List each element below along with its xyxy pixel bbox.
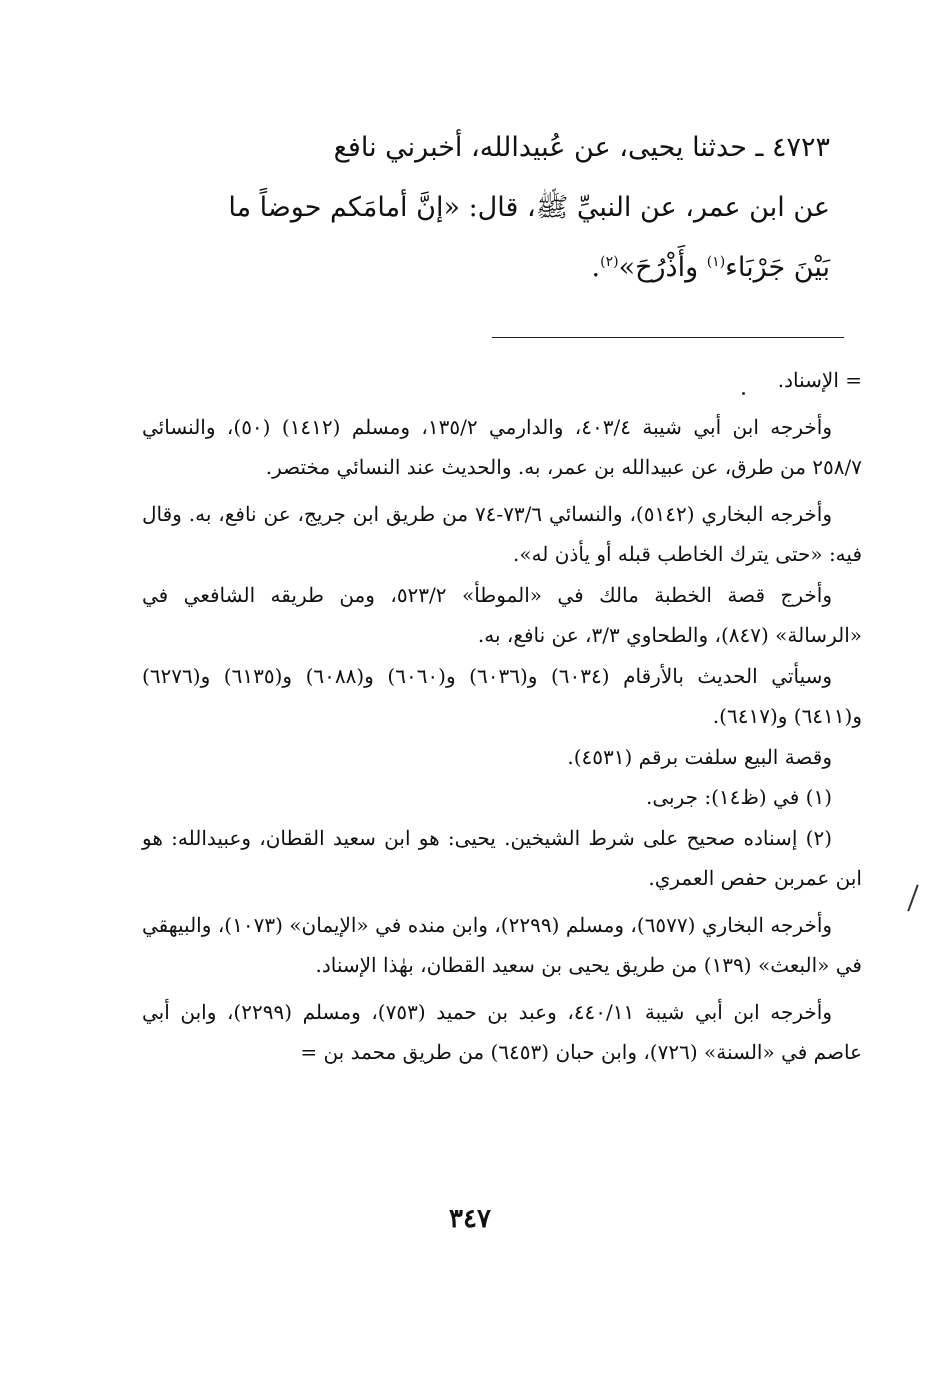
- footnote-paragraph: وسيأتي الحديث بالأرقام (٦٠٣٤) و(٦٠٣٦) و(٦٠٦٠) و(٦٠٨٨) و(٦١٣٥) و(٦٢٧٦) و(٦٤١١) و(٦٤١٧).: [142, 663, 862, 728]
- footnote-paragraph: وقصة البيع سلفت برقم (٤٥٣١).: [567, 744, 832, 769]
- footnote-paragraph: وأخرجه البخاري (٥١٤٢)، والنسائي ٧٣/٦-٧٤ من طريق ابن جريج، عن نافع، به. وقال فيه: «حتى يترك الخاطب قبله أو يأذن له».: [142, 501, 862, 566]
- footnote-paragraph: وأخرجه ابن أبي شيبة ٤٠٣/٤، والدارمي ١٣٥/٢، ومسلم (١٤١٢) (٥٠)، والنسائي ٢٥٨/٧ من طرق، عن عبيدالله بن عمر، به. والحديث عند النسائي مختصر.: [142, 414, 862, 479]
- hadith-line-2: عن ابن عمر، عن النبيِّ ﷺ، قال: «إنَّ أمامَكم حوضاً ما: [228, 192, 830, 223]
- footnote-separator: [492, 337, 844, 338]
- hadith-line-3-part-c: .: [591, 252, 601, 283]
- hadith-line-3-part-b: وأَذْرُحَ»: [618, 252, 707, 283]
- footnote-ref-1: (١): [706, 254, 726, 270]
- footnote-ref-2: (٢): [600, 254, 619, 270]
- footnote-2: (٢) إسناده صحيح على شرط الشيخين. يحيى: هو ابن سعيد القطان، وعبيدالله: هو ابن عمربن حفص العمري.: [142, 825, 862, 890]
- page-number: ٣٤٧: [449, 1204, 491, 1234]
- footnotes: [142, 360, 862, 1073]
- hadith-line-3-part-a: بَيْنَ جَرْبَاء: [725, 252, 830, 283]
- hadith-line-3: [140, 238, 830, 298]
- hadith-text: [140, 118, 830, 298]
- footnote-paragraph: وأخرجه البخاري (٦٥٧٧)، ومسلم (٢٢٩٩)، وابن منده في «الإيمان» (١٠٧٣)، والبيهقي في «البعث» (١٣٩) من طريق يحيى بن سعيد القطان، بهٰذا الإسناد.: [142, 912, 862, 977]
- footnote-paragraph: وأخرجه ابن أبي شيبة ٤٤٠/١١، وعبد بن حميد (٧٥٣)، ومسلم (٢٢٩٩)، وابن أبي عاصم في «السنة» (٧٢٦)، وابن حبان (٦٤٥٣) من طريق محمد بن =: [142, 999, 862, 1064]
- footnote-paragraph: وأخرج قصة الخطبة مالك في «الموطأ» ٥٢٣/٢، ومن طريقه الشافعي في «الرسالة» (٨٤٧)، والطحاوي ٣/٣، عن نافع، به.: [142, 582, 862, 647]
- footnote-continuation: = الإسناد.: [777, 368, 862, 392]
- margin-pencil-mark: [907, 885, 918, 912]
- hadith-line-1: ٤٧٢٣ ـ حدثنا يحيى، عن عُبيدالله، أخبرني نافع: [333, 132, 830, 163]
- footnote-1: (١) في (ظ١٤): جربى.: [646, 785, 832, 809]
